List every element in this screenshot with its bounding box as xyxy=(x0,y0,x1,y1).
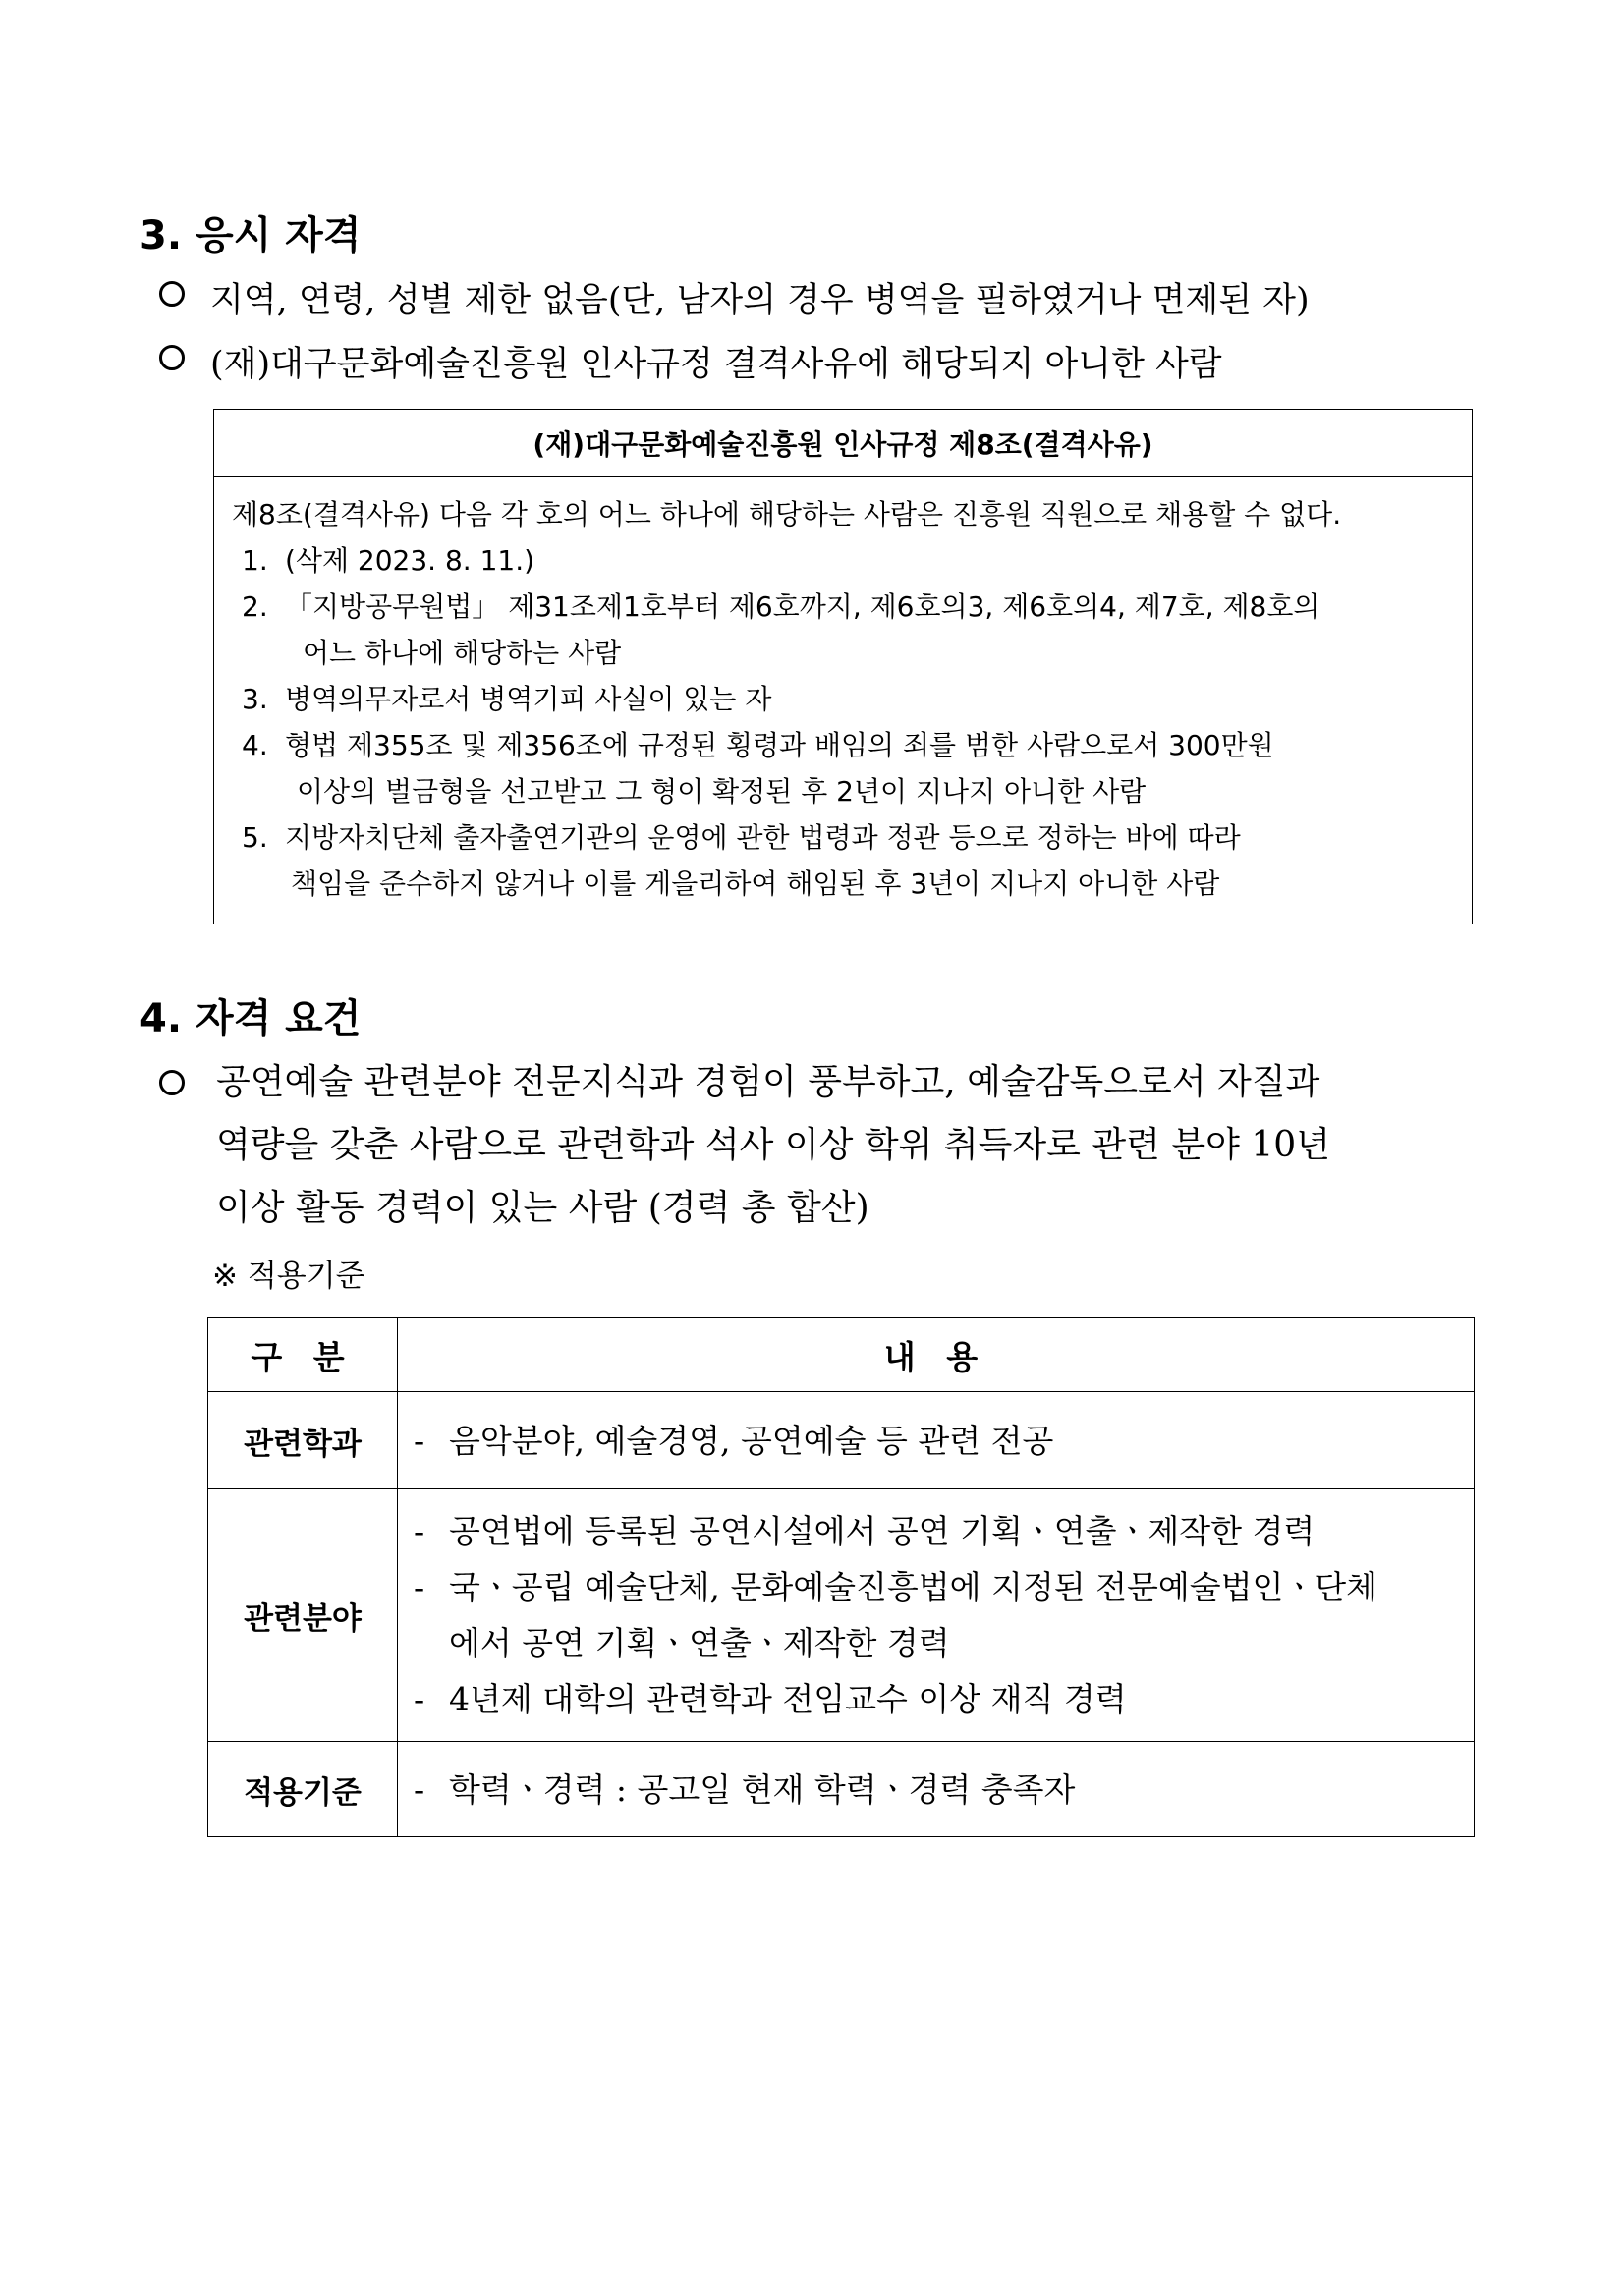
item-text: 지방자치단체 출자출연기관의 운영에 관한 법령과 정관 등으로 정하는 바에 따라 xyxy=(285,821,1241,854)
item-number: 4. xyxy=(242,729,268,761)
criteria-note: ※ 적용기준 xyxy=(212,1259,365,1294)
regulation-item-5 xyxy=(232,814,1458,861)
regulation-item-2-cont: 어느 하나에 해당하는 사람 xyxy=(303,637,622,669)
table-row xyxy=(208,1392,1475,1489)
item-number: 3. xyxy=(242,683,268,715)
regulation-item-3 xyxy=(232,676,1458,722)
header-category: 구 분 xyxy=(208,1318,398,1392)
item-text: 병역의무자로서 병역기피 사실이 있는 자 xyxy=(285,683,772,715)
regulation-item-1 xyxy=(232,537,1458,584)
row-content xyxy=(398,1489,1475,1742)
header-content: 내 용 xyxy=(398,1318,1475,1392)
requirement-line: 공연예술 관련분야 전문지식과 경험이 풍부하고, 예술감독으로서 자질과 xyxy=(216,1062,1320,1102)
criteria-table xyxy=(207,1317,1475,1837)
regulation-item-4 xyxy=(232,722,1458,768)
content-line: 4년제 대학의 관련학과 전임교수 이상 재직 경력 xyxy=(449,1680,1127,1718)
regulation-item-4-cont: 이상의 벌금형을 선고받고 그 형이 확정된 후 2년이 지나지 아니한 사람 xyxy=(297,775,1147,808)
regulation-item-5-cont: 책임을 준수하지 않거나 이를 게을리하여 해임된 후 3년이 지나지 아니한 사람 xyxy=(291,868,1220,900)
section3-bullet-2 xyxy=(159,337,1222,386)
regulation-intro: 제8조(결격사유) 다음 각 호의 어느 하나에 해당하는 사람은 진흥원 직원으로 채용할 수 없다. xyxy=(232,498,1342,531)
section4-requirement xyxy=(159,1051,1476,1240)
table-header-row xyxy=(208,1318,1475,1392)
circle-bullet-icon xyxy=(159,345,185,370)
table-row xyxy=(208,1489,1475,1742)
item-number: 1. xyxy=(242,544,268,577)
regulation-body xyxy=(214,477,1472,907)
bullet-text: (재)대구문화예술진흥원 인사규정 결격사유에 해당되지 아니한 사람 xyxy=(210,345,1222,384)
section3-bullet-1 xyxy=(159,273,1310,322)
item-text: 형법 제355조 및 제356조에 규정된 횡령과 배임의 죄를 범한 사람으로서 300만원 xyxy=(285,729,1274,761)
dash-marker: - xyxy=(414,1769,425,1809)
row-content xyxy=(398,1392,1475,1489)
regulation-box xyxy=(213,409,1473,924)
row-content xyxy=(398,1742,1475,1837)
regulation-item-2 xyxy=(232,584,1458,630)
requirement-line: 이상 활동 경력이 있는 사람 (경력 총 합산) xyxy=(216,1188,869,1228)
section4-title: 4. 자격 요건 xyxy=(140,996,362,1041)
dash-marker: - xyxy=(414,1680,425,1718)
dash-marker: - xyxy=(414,1568,425,1606)
section3-title: 3. 응시 자격 xyxy=(140,213,362,258)
content-line: 음악분야, 예술경영, 공연예술 등 관련 전공 xyxy=(449,1421,1054,1460)
content-line: 공연법에 등록된 공연시설에서 공연 기획ㆍ연출ㆍ제작한 경력 xyxy=(449,1512,1316,1550)
table-row xyxy=(208,1742,1475,1837)
item-number: 5. xyxy=(242,821,268,854)
item-text: (삭제 2023. 8. 11.) xyxy=(285,544,535,577)
content-line: 학력ㆍ경력 : 공고일 현재 학력ㆍ경력 충족자 xyxy=(449,1769,1076,1809)
row-category: 관련학과 xyxy=(208,1392,398,1489)
dash-marker: - xyxy=(414,1512,425,1550)
requirement-line: 역량을 갖춘 사람으로 관련학과 석사 이상 학위 취득자로 관련 분야 10년 xyxy=(216,1125,1330,1165)
content-line: 국ㆍ공립 예술단체, 문화예술진흥법에 지정된 전문예술법인ㆍ단체 xyxy=(449,1568,1378,1606)
dash-marker: - xyxy=(414,1421,425,1460)
bullet-text: 지역, 연령, 성별 제한 없음(단, 남자의 경우 병역을 필하였거나 면제된 자) xyxy=(210,281,1310,320)
row-category: 적용기준 xyxy=(208,1742,398,1837)
regulation-header: (재)대구문화예술진흥원 인사규정 제8조(결격사유) xyxy=(214,410,1472,477)
item-text: 「지방공무원법」 제31조제1호부터 제6호까지, 제6호의3, 제6호의4, 제7호, 제8호의 xyxy=(285,590,1320,623)
row-category: 관련분야 xyxy=(208,1489,398,1742)
item-number: 2. xyxy=(242,590,268,623)
content-line: 에서 공연 기획ㆍ연출ㆍ제작한 경력 xyxy=(449,1624,950,1662)
circle-bullet-icon xyxy=(159,1070,185,1095)
circle-bullet-icon xyxy=(159,281,185,307)
